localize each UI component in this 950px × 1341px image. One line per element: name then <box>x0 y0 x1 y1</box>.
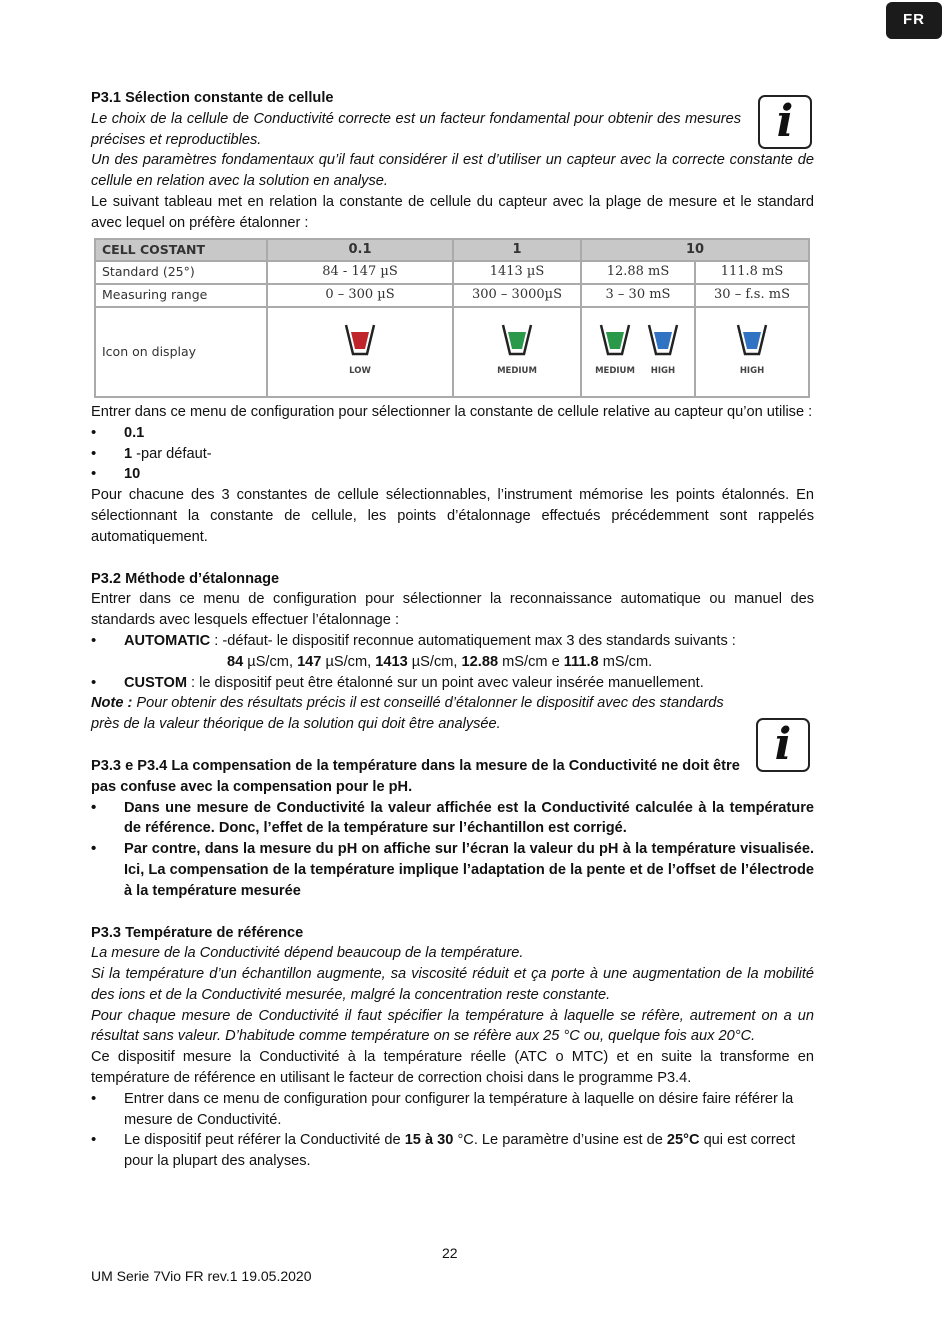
document-reference: UM Serie 7Vio FR rev.1 19.05.2020 <box>91 1268 312 1284</box>
italic-paragraph: Le choix de la cellule de Conductivité correcte est un facteur fondamental pour obtenir des mesures précises et reproductibles. <box>91 110 741 148</box>
page-content <box>91 88 814 1172</box>
table-row-label: Icon on display <box>95 307 267 397</box>
beaker-icon <box>595 322 635 382</box>
icon-label: MEDIUM <box>595 366 635 377</box>
reference-list <box>91 1089 814 1172</box>
paragraph: Ce dispositif mesure la Conductivité à la température réelle (ATC o MTC) et en suite la transforme en température de référence en utilisant le facteur de correction choisi dans le programme P3.4. <box>91 1049 814 1087</box>
icon-label: MEDIUM <box>497 366 537 377</box>
table-cell: 30 – f.s. mS <box>695 284 809 307</box>
table-row-label: Standard (25°) <box>95 261 267 284</box>
section-title: P3.1 Sélection constante de cellule <box>91 90 334 106</box>
table-cell: 84 - 147 µS <box>267 261 453 284</box>
list-item: • Par contre, dans la mesure du pH on affiche sur l’écran la valeur du pH à la température visualisée. Ici, La compensation de la température implique l’adaptation de la pente et de l’offset de l’électrode à la température mesurée <box>91 839 814 901</box>
paragraph: Entrer dans ce menu de configuration pour sélectionner la constante de cellule relative au capteur qu’on utilise : <box>91 403 813 420</box>
method-list <box>91 631 814 652</box>
beaker-icon <box>734 322 770 382</box>
compensation-list <box>91 798 814 902</box>
paragraph: Pour chacune des 3 constantes de cellule sélectionnables, l’instrument mémorise les points étalonnés. En sélectionnant la constante de cellule, les points d’étalonnage effectués précédemment sont rappelés automatiquement. <box>91 487 814 545</box>
page-number: 22 <box>442 1245 458 1261</box>
icon-label: HIGH <box>739 366 765 377</box>
table-header-cell: 0.1 <box>267 239 453 262</box>
table-icon-cell <box>581 307 695 397</box>
section-title: P3.2 Méthode d’étalonnage <box>91 570 280 587</box>
table-row-label: Measuring range <box>95 284 267 307</box>
list-item: • 0.1 <box>91 423 814 444</box>
italic-paragraph: Pour chaque mesure de Conductivité il faut spécifier la température à laquelle se réfère, autrement on a un résultat sans valeur. D’habitude comme température on se réfère aux 25 °C ou, quelque fois aux 20°C. <box>91 1007 814 1045</box>
table-icon-cell <box>695 307 809 397</box>
table-header-cell: CELL COSTANT <box>95 239 267 262</box>
list-item: • Dans une mesure de Conductivité la valeur affichée est la Conductivité calculée à la température de référence. Donc, l’effet de la température sur l’échantillon est corrigé. <box>91 798 814 840</box>
info-icon: i <box>758 95 812 149</box>
list-item: • Le dispositif peut référer la Conductivité de 15 à 30 °C. Le paramètre d’usine est de 25°C qui est correct pour la plupart des analyses. <box>91 1130 814 1172</box>
italic-paragraph: Si la température d’un échantillon augmente, sa viscosité réduit et ça porte à une augmentation de la mobilité des ions et de la Conductivité mesurée, malgré la concentration reste constante. <box>91 966 814 1003</box>
table-cell: 300 – 3000µS <box>453 284 581 307</box>
option-list <box>91 423 814 485</box>
cell-constant-table <box>94 238 814 398</box>
standards-line: 84 µS/cm, 147 µS/cm, 1413 µS/cm, 12.88 mS/cm e 111.8 mS/cm. <box>227 653 653 670</box>
list-item: • Entrer dans ce menu de configuration pour configurer la température à laquelle on désire faire référer la mesure de Conductivité. <box>91 1089 814 1131</box>
italic-paragraph: Un des paramètres fondamentaux qu’il faut considérer il est d’utiliser un capteur avec la correcte constante de cellule en relation avec la solution en analyse. <box>91 152 814 190</box>
list-item: • CUSTOM : le dispositif peut être étalonné sur un point avec valeur insérée manuellement. <box>91 673 814 694</box>
beaker-icon <box>497 322 537 382</box>
icon-label: HIGH <box>650 366 676 377</box>
beaker-icon <box>342 322 378 382</box>
table-header-cell: 10 <box>581 239 809 262</box>
method-list <box>91 673 814 694</box>
italic-paragraph: La mesure de la Conductivité dépend beaucoup de la température. <box>91 945 524 962</box>
note: Note : Pour obtenir des résultats précis il est conseillé d’étalonner le dispositif avec des standards près de la valeur théorique de la solution qui doit être analysée. <box>91 695 724 733</box>
table-cell: 3 – 30 mS <box>581 284 695 307</box>
table-header-cell: 1 <box>453 239 581 262</box>
beaker-icon <box>645 322 681 382</box>
list-item: • 10 <box>91 464 814 485</box>
paragraph: Entrer dans ce menu de configuration pour sélectionner la reconnaissance automatique ou manuel des standards avec lesquels effectuer l’étalonnage : <box>91 591 814 629</box>
section-title: P3.3 e P3.4 La compensation de la température dans la mesure de la Conductivité ne doit être pas confuse avec la compensation pour le pH. <box>91 757 740 795</box>
list-item: • AUTOMATIC : -défaut- le dispositif reconnue automatiquement max 3 des standards suivants : <box>91 631 814 652</box>
table-cell: 0 – 300 µS <box>267 284 453 307</box>
info-icon: i <box>756 718 810 772</box>
paragraph: Le suivant tableau met en relation la constante de cellule du capteur avec la plage de mesure et le standard avec lequel on préfère étalonner : <box>91 193 814 231</box>
table-icon-cell <box>453 307 581 397</box>
list-item: • 1 -par défaut- <box>91 444 814 465</box>
table-cell: 12.88 mS <box>581 261 695 284</box>
language-badge: FR <box>886 2 942 39</box>
table-cell: 1413 µS <box>453 261 581 284</box>
section-title: P3.3 Température de référence <box>91 924 304 941</box>
table-cell: 111.8 mS <box>695 261 809 284</box>
icon-label: LOW <box>349 366 371 377</box>
table-icon-cell <box>267 307 453 397</box>
